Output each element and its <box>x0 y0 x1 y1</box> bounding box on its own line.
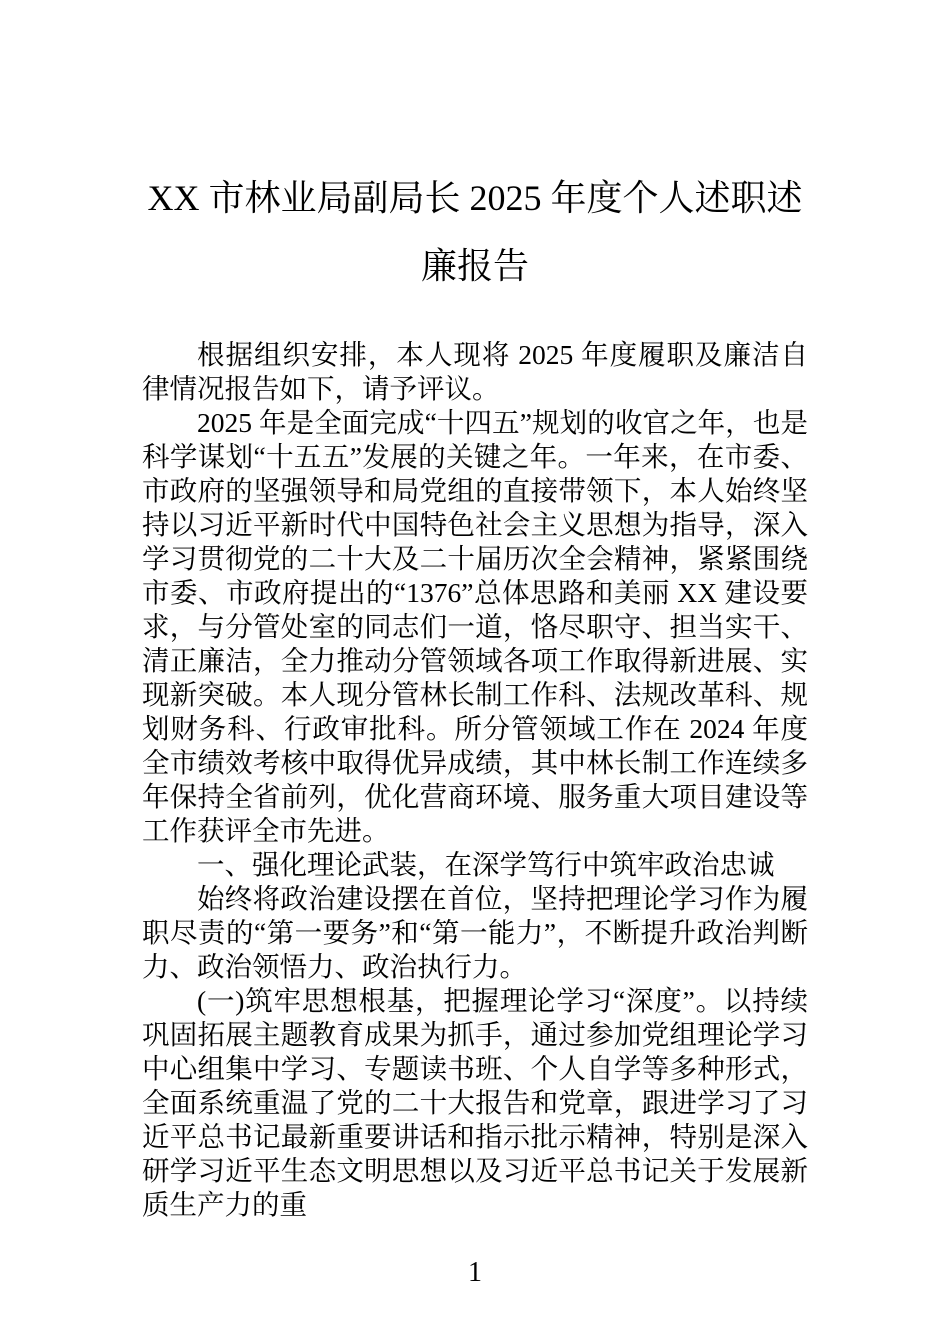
paragraph-political-building: 始终将政治建设摆在首位，坚持把理论学习作为履职尽责的“第一要务”和“第一能力”，不断提升政治判断力、政治领悟力、政治执行力。 <box>142 883 808 982</box>
paragraph-year-overview: 2025 年是全面完成“十四五”规划的收官之年，也是科学谋划“十五五”发展的关键之年。一年来，在市委、市政府的坚强领导和局党组的直接带领下，本人始终坚持以习近平新时代中国特色社会主义思想为指导，深入学习贯彻党的二十大及二十届历次全会精神，紧紧围绕市委、市政府提出的“1376”总体思路和美丽 XX 建设要求，与分管处室的同志们一道，恪尽职守、担当实干、清正廉洁，全力推动分管领域各项工作取得新进展、实现新突破。本人现分管林长制工作科、法规改革科、规划财务科、行政审批科。所分管领域工作在 2024 年度全市绩效考核中取得优异成绩，其中林长制工作连续多年保持全省前列，优化营商环境、服务重大项目建设等工作获评全市先进。 <box>142 407 808 846</box>
page-number: 1 <box>468 1257 482 1288</box>
document-title: XX 市林业局副局长 2025 年度个人述职述廉报告 <box>147 178 803 286</box>
paragraph-theory-study: (一)筑牢思想根基，把握理论学习“深度”。以持续巩固拓展主题教育成果为抓手，通过参加党组理论学习中心组集中学习、专题读书班、个人自学等多种形式，全面系统重温了党的二十大报告和党章，跟进学习了习近平总书记最新重要讲话和指示批示精神，特别是深入研学习近平生态文明思想以及习近平总书记关于发展新质生产力的重 <box>142 985 808 1220</box>
section-heading-1: 一、强化理论武装，在深学笃行中筑牢政治忠诚 <box>197 849 775 880</box>
paragraph-intro: 根据组织安排，本人现将 2025 年度履职及廉洁自律情况报告如下，请予评议。 <box>142 339 808 404</box>
